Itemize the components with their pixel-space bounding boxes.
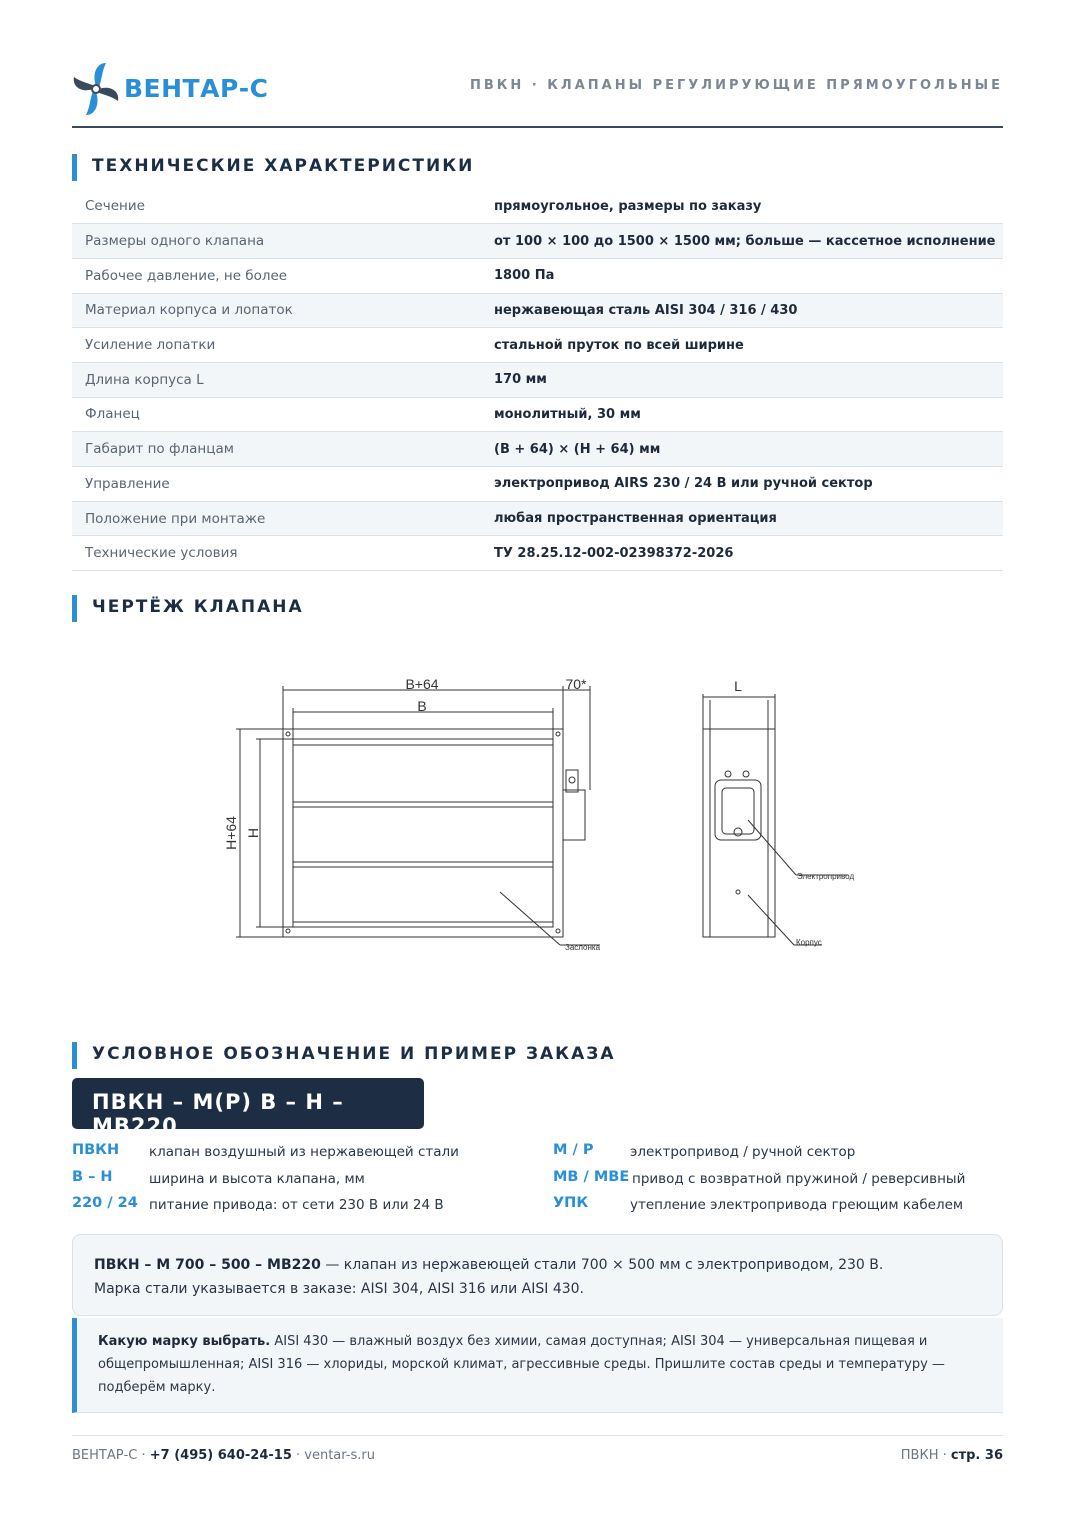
spec-value: любая пространственная ориентация	[482, 501, 1003, 536]
legend-row	[553, 1195, 1003, 1222]
legend-desc: клапан воздушный из нержавеющей стали	[149, 1144, 459, 1160]
spec-row	[72, 397, 1003, 432]
order-code: ПВКН – М(Р) B – H – МВ220	[72, 1078, 424, 1129]
legend-code: М / Р	[553, 1142, 594, 1158]
note-title: Какую марку выбрать.	[98, 1334, 271, 1349]
header-title: ПВКН · КЛАПАНЫ РЕГУЛИРУЮЩИЕ ПРЯМОУГОЛЬНЫЕ	[469, 78, 1003, 93]
legend-right	[553, 1142, 1003, 1222]
spec-row	[72, 258, 1003, 293]
footer-site[interactable]: · ventar-s.ru	[291, 1448, 375, 1463]
footer-contacts	[72, 1448, 375, 1463]
spec-value: прямоугольное, размеры по заказу	[482, 189, 1003, 224]
spec-value: 170 мм	[482, 362, 1003, 397]
specs-table	[72, 189, 1003, 571]
spec-key: Технические условия	[72, 536, 482, 571]
page-footer	[72, 1435, 1003, 1475]
legend-desc: электропривод / ручной сектор	[630, 1144, 856, 1160]
dim-b64: B+64	[405, 676, 439, 692]
spec-value: нержавеющая сталь AISI 304 / 316 / 430	[482, 293, 1003, 328]
spec-row	[72, 293, 1003, 328]
legend-desc: ширина и высота клапана, мм	[149, 1170, 365, 1187]
footer-series: ПВКН ·	[900, 1448, 951, 1463]
spec-row	[72, 362, 1003, 397]
dim-h64: H+64	[223, 816, 239, 850]
spec-value: от 100 × 100 до 1500 × 1500 мм; больше — кассетное исполнение	[482, 224, 1003, 259]
spec-row	[72, 224, 1003, 259]
legend-row	[72, 1195, 532, 1222]
spec-key: Размеры одного клапана	[72, 224, 482, 259]
dim-h: H	[245, 827, 261, 839]
example-note: Марка стали указывается в заказе: AISI 304, AISI 316 или AISI 430.	[94, 1281, 585, 1297]
spec-value: ТУ 28.25.12-002-02398372-2026	[482, 536, 1003, 571]
spec-value: 1800 Па	[482, 258, 1003, 293]
order-example	[72, 1234, 1003, 1316]
legend-code: УПК	[553, 1195, 589, 1211]
note-text: AISI 430 — влажный воздух без химии, самая доступная; AISI 304 — универсальная пищевая и общепромышленная; AISI 316 — хлориды, морской климат, агрессивные среды. Пришлите состав среды и температуру — подберём марку.	[98, 1334, 945, 1395]
order-title: УСЛОВНОЕ ОБОЗНАЧЕНИЕ И ПРИМЕР ЗАКАЗА	[72, 1044, 615, 1064]
legend-left	[72, 1142, 532, 1222]
footer-phone[interactable]: +7 (495) 640-24-15	[149, 1448, 292, 1463]
spec-value: электропривод AIRS 230 / 24 В или ручной сектор	[482, 467, 1003, 502]
legend-desc: питание привода: от сети 230 В или 24 В	[149, 1197, 444, 1213]
steel-choice-note	[72, 1318, 1003, 1413]
logo-text: ВЕНТАР-С	[124, 74, 269, 103]
legend-code: 220 / 24	[72, 1195, 138, 1211]
drawing-title: ЧЕРТЁЖ КЛАПАНА	[72, 597, 304, 617]
legend-row	[553, 1169, 1003, 1196]
spec-key: Габарит по фланцам	[72, 432, 482, 467]
spec-key: Управление	[72, 467, 482, 502]
legend-row	[72, 1142, 532, 1169]
label-actuator: Электропривод	[797, 872, 855, 881]
legend-desc: привод с возвратной пружиной / реверсивный	[632, 1170, 966, 1187]
legend-code: МВ / МВЕ	[553, 1168, 630, 1185]
spec-key: Фланец	[72, 397, 482, 432]
spec-key: Положение при монтаже	[72, 501, 482, 536]
page-header	[72, 58, 1003, 128]
dim-70: 70*	[565, 676, 587, 692]
legend-desc: утепление электропривода греющим кабелем	[630, 1197, 964, 1213]
valve-drawing	[200, 660, 900, 970]
fan-icon	[72, 60, 126, 118]
specs-title: ТЕХНИЧЕСКИЕ ХАРАКТЕРИСТИКИ	[72, 156, 474, 176]
legend-row	[553, 1142, 1003, 1169]
label-body: Корпус	[796, 938, 822, 947]
example-text: — клапан из нержавеющей стали 700 × 500 мм с электроприводом, 230 В.	[320, 1257, 884, 1273]
dim-b: B	[417, 698, 427, 714]
spec-value: монолитный, 30 мм	[482, 397, 1003, 432]
spec-row	[72, 189, 1003, 224]
example-code: ПВКН – М 700 – 500 – МВ220	[94, 1257, 321, 1273]
company-logo[interactable]	[72, 58, 272, 118]
footer-company: ВЕНТАР-С ·	[72, 1448, 150, 1463]
dim-l: L	[734, 678, 742, 694]
spec-key: Рабочее давление, не более	[72, 258, 482, 293]
spec-key: Сечение	[72, 189, 482, 224]
legend-code: B – H	[72, 1168, 113, 1185]
page-number: стр. 36	[950, 1448, 1003, 1463]
spec-value: стальной пруток по всей ширине	[482, 328, 1003, 363]
spec-row	[72, 432, 1003, 467]
spec-key: Материал корпуса и лопаток	[72, 293, 482, 328]
spec-row	[72, 467, 1003, 502]
spec-row	[72, 328, 1003, 363]
spec-row	[72, 536, 1003, 571]
spec-value: (B + 64) × (H + 64) мм	[482, 432, 1003, 467]
spec-key: Длина корпуса L	[72, 362, 482, 397]
label-damper: Заслонка	[565, 943, 601, 952]
spec-row	[72, 501, 1003, 536]
footer-page	[901, 1448, 1003, 1463]
legend-row	[72, 1169, 532, 1196]
legend-code: ПВКН	[72, 1142, 120, 1158]
spec-key: Усиление лопатки	[72, 328, 482, 363]
